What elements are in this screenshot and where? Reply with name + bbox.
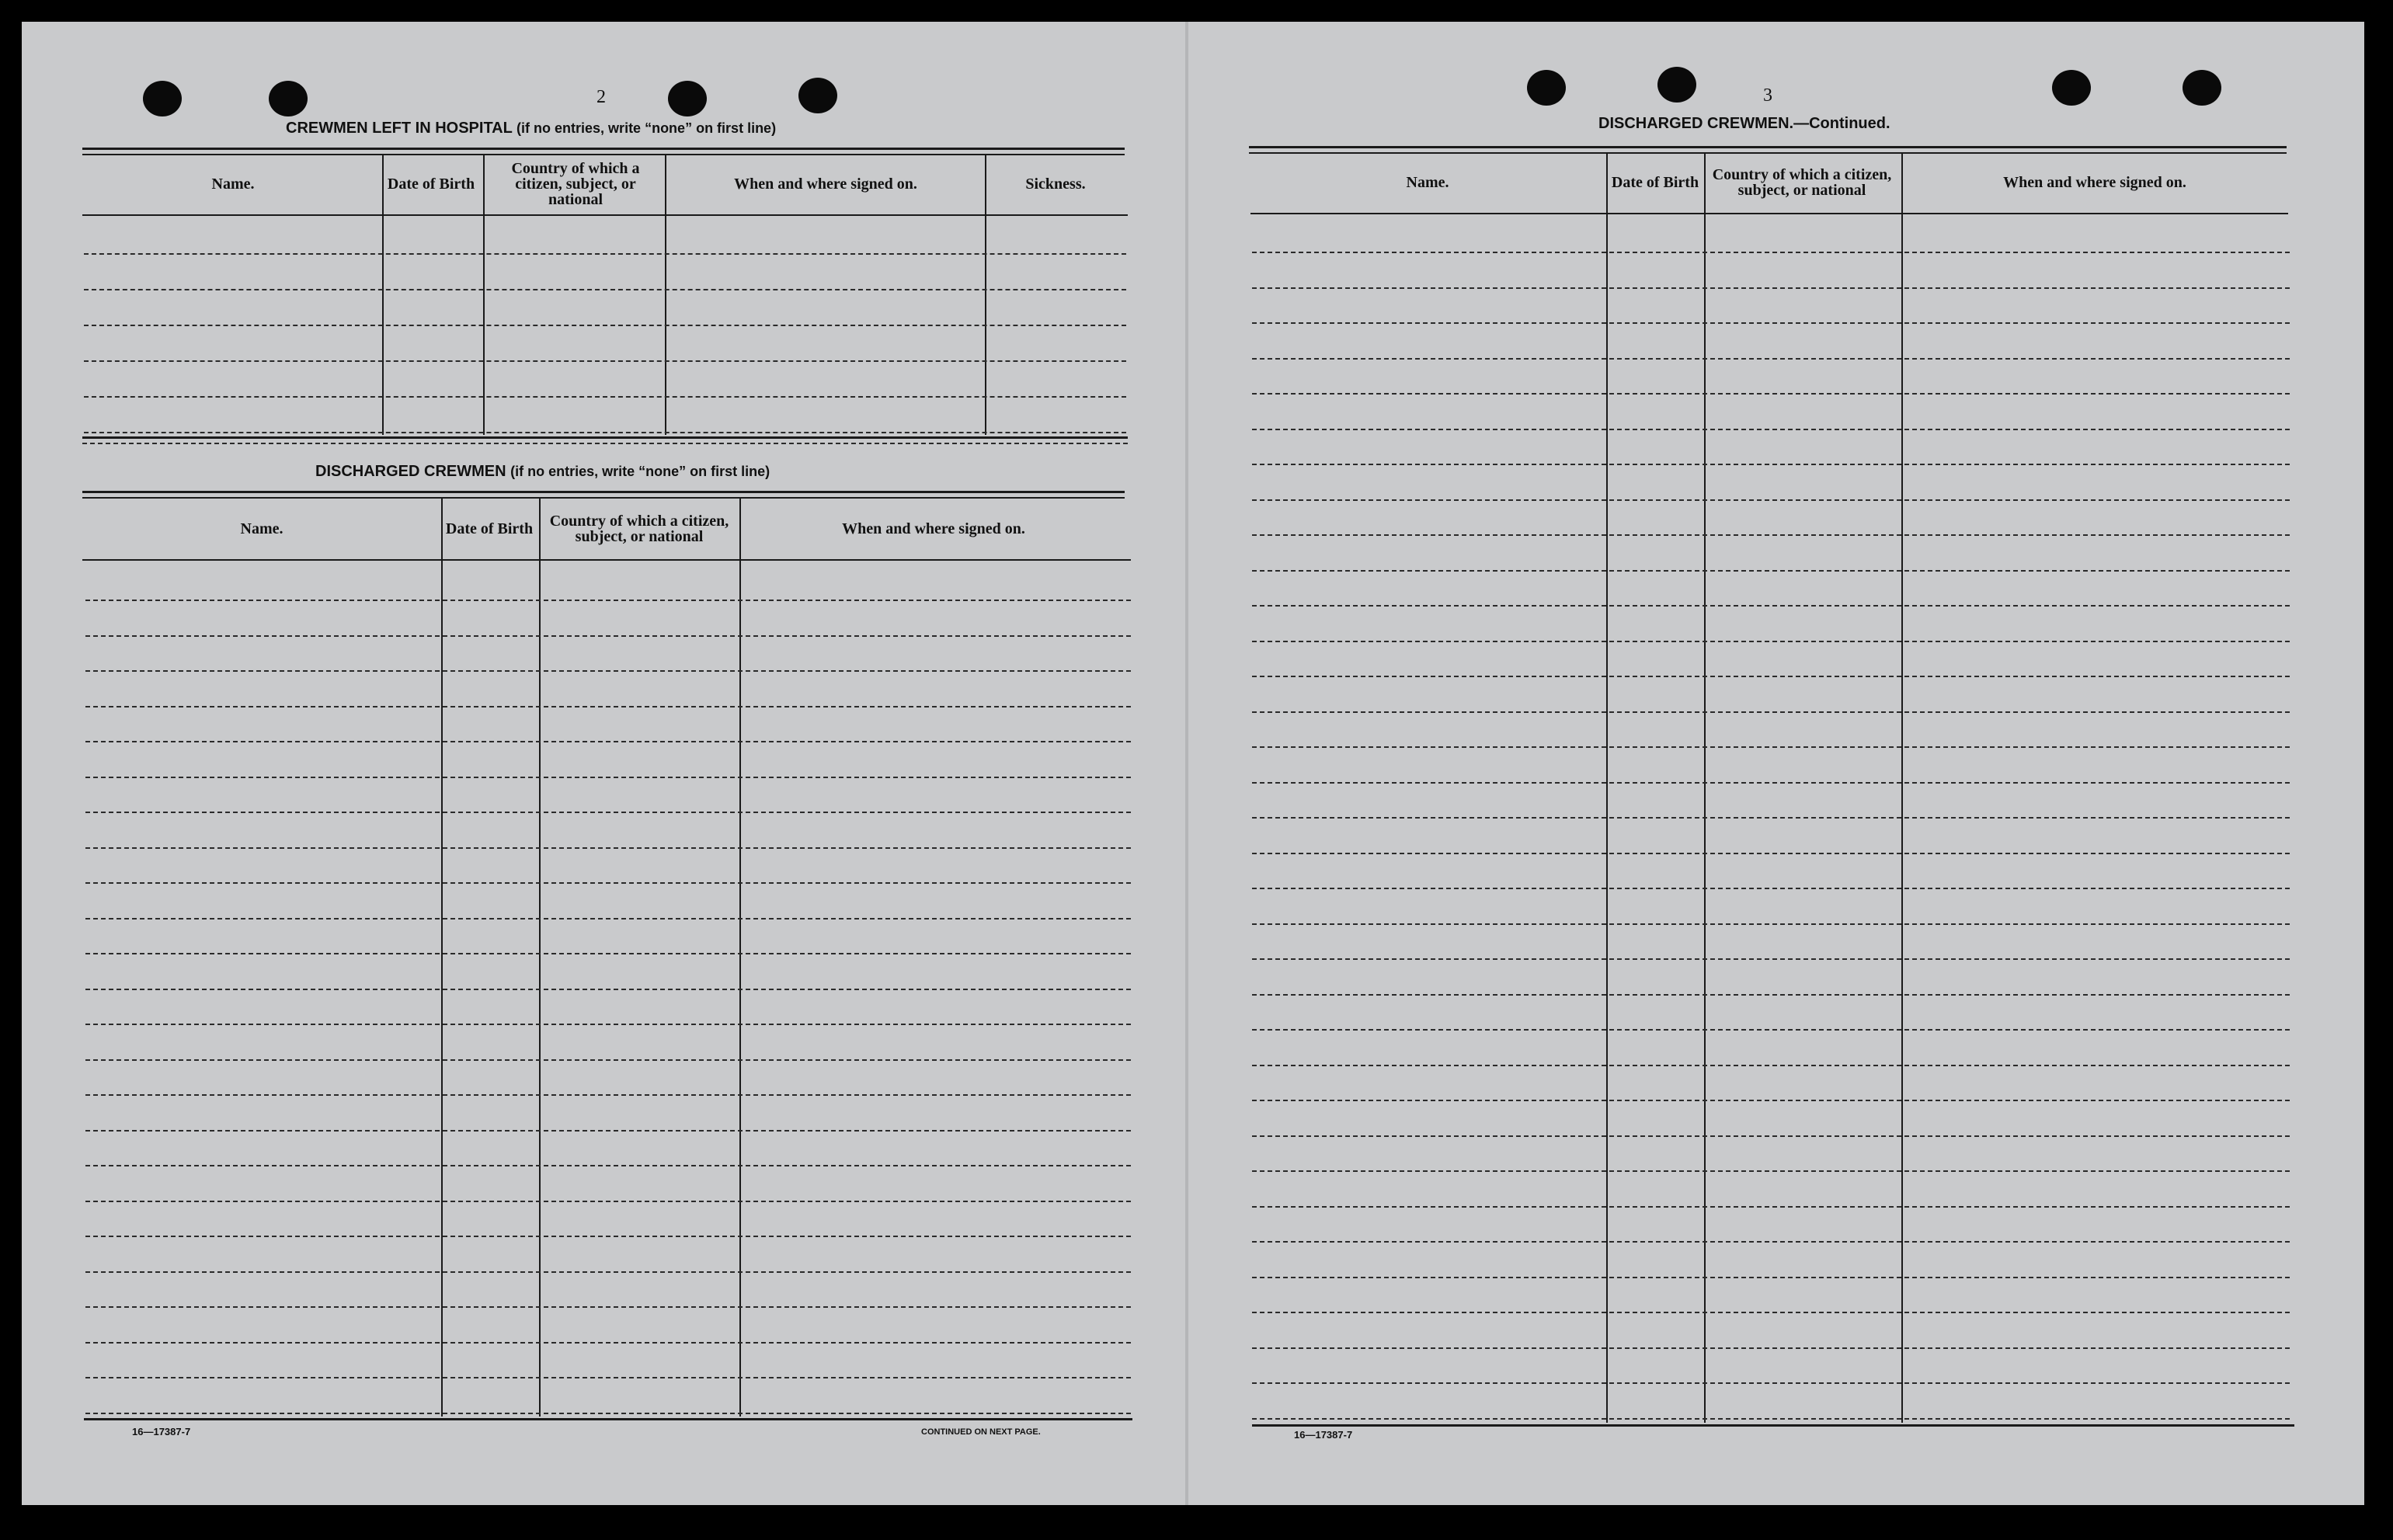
- punch-hole: [269, 81, 308, 116]
- continued-top-rule: [1249, 146, 2287, 148]
- punch-hole: [143, 81, 182, 116]
- ruled-line: [85, 777, 1131, 778]
- hospital-col-name: Name.: [211, 176, 255, 193]
- punch-hole: [1657, 67, 1696, 103]
- discharged-title-note: (if no entries, write “none” on first line): [510, 464, 770, 479]
- discharged-col-dob: Date of Birth: [445, 520, 534, 537]
- ruled-line: [1252, 1206, 2290, 1208]
- ruled-line: [85, 918, 1131, 919]
- ruled-line: [1252, 1312, 2290, 1313]
- ruled-line: [84, 325, 1126, 326]
- ruled-line: [1252, 287, 2290, 289]
- hospital-bottom-dash: [82, 443, 1128, 444]
- ruled-line: [85, 706, 1131, 707]
- ruled-line: [85, 953, 1131, 954]
- ruled-line: [85, 1342, 1131, 1344]
- ruled-line: [1252, 1241, 2290, 1243]
- ruled-line: [1252, 393, 2290, 395]
- ruled-line: [1252, 923, 2290, 925]
- continued-bottom-rule: [1252, 1424, 2294, 1427]
- ruled-line: [1252, 1100, 2290, 1101]
- hospital-divider: [985, 154, 986, 435]
- ruled-line: [85, 812, 1131, 813]
- discharged-header-rule: [82, 559, 1131, 561]
- ruled-line: [85, 1377, 1131, 1378]
- hospital-top-rule: [82, 148, 1125, 150]
- ruled-line: [1252, 464, 2290, 465]
- punch-hole: [798, 78, 837, 113]
- ruled-line: [84, 432, 1126, 433]
- ruled-line: [85, 1094, 1131, 1096]
- continued-header-rule: [1250, 213, 2288, 214]
- form-number-right: 16—17387-7: [1294, 1429, 1353, 1441]
- discharged-bottom-rule: [84, 1418, 1132, 1420]
- continued-note: CONTINUED ON NEXT PAGE.: [921, 1427, 1041, 1437]
- hospital-title-note: (if no entries, write “none” on first line): [517, 120, 777, 136]
- ruled-line: [1252, 1065, 2290, 1066]
- ruled-line: [85, 989, 1131, 990]
- form-number-left: 16—17387-7: [132, 1426, 191, 1437]
- ruled-line: [1252, 1277, 2290, 1278]
- ruled-line: [1252, 817, 2290, 819]
- ruled-line: [1252, 1029, 2290, 1031]
- ruled-line: [85, 741, 1131, 742]
- ruled-line: [1252, 888, 2290, 889]
- page-fold: [1185, 22, 1188, 1505]
- ruled-line: [1252, 746, 2290, 748]
- ruled-line: [1252, 676, 2290, 677]
- discharged-col-name: Name.: [240, 520, 283, 537]
- ruled-line: [85, 1271, 1131, 1273]
- ruled-line: [1252, 1347, 2290, 1349]
- hospital-divider: [665, 154, 666, 435]
- continued-divider: [1606, 152, 1608, 1423]
- ruled-line: [85, 1130, 1131, 1132]
- hospital-bottom-rule: [82, 436, 1128, 439]
- ruled-line: [85, 847, 1131, 849]
- discharged-top-rule: [82, 491, 1125, 493]
- ruled-line: [1252, 641, 2290, 642]
- continued-col-dob: Date of Birth: [1611, 174, 1699, 191]
- hospital-col-dob: Date of Birth: [387, 176, 475, 193]
- continued-divider: [1901, 152, 1903, 1423]
- continued-col-name: Name.: [1406, 174, 1449, 191]
- ruled-line: [1252, 1418, 2290, 1420]
- discharged-col-signed-on: When and where signed on.: [842, 520, 1025, 537]
- ruled-line: [1252, 1382, 2290, 1384]
- ruled-line: [1252, 499, 2290, 501]
- hospital-header-rule: [82, 214, 1128, 216]
- ruled-line: [84, 360, 1126, 362]
- continued-divider: [1704, 152, 1706, 1423]
- ruled-line: [1252, 782, 2290, 784]
- ruled-line: [85, 1165, 1131, 1166]
- page-number-left: 2: [597, 87, 606, 107]
- ruled-line: [85, 1236, 1131, 1237]
- ruled-line: [85, 1201, 1131, 1202]
- discharged-top-rule-2: [82, 497, 1125, 499]
- ruled-line: [1252, 994, 2290, 996]
- ruled-line: [1252, 958, 2290, 960]
- discharged-section-title: [315, 463, 770, 481]
- ruled-line: [85, 1413, 1131, 1414]
- ruled-line: [84, 396, 1126, 398]
- ruled-line: [1252, 1135, 2290, 1137]
- ruled-line: [85, 1306, 1131, 1308]
- ruled-line: [1252, 322, 2290, 324]
- punch-hole: [2183, 70, 2221, 106]
- punch-hole: [668, 81, 707, 116]
- ruled-line: [85, 1059, 1131, 1061]
- ruled-line: [1252, 252, 2290, 253]
- ruled-line: [1252, 853, 2290, 854]
- continued-section-title: DISCHARGED CREWMEN.—Continued.: [1598, 115, 1890, 132]
- ruled-line: [85, 670, 1131, 672]
- hospital-divider: [483, 154, 485, 435]
- discharged-title-text: DISCHARGED CREWMEN: [315, 463, 506, 480]
- ruled-line: [85, 635, 1131, 637]
- ruled-line: [84, 253, 1126, 255]
- ruled-line: [1252, 711, 2290, 713]
- hospital-title-text: CREWMEN LEFT IN HOSPITAL: [286, 120, 513, 137]
- hospital-section-title: [286, 120, 776, 137]
- discharged-col-country: Country of which a citizen, subject, or national: [549, 513, 729, 545]
- continued-col-signed-on: When and where signed on.: [2003, 174, 2186, 191]
- ruled-line: [85, 882, 1131, 884]
- hospital-col-signed-on: When and where signed on.: [734, 176, 917, 193]
- ruled-line: [85, 1024, 1131, 1025]
- ruled-line: [1252, 570, 2290, 572]
- hospital-col-sickness: Sickness.: [1025, 176, 1086, 193]
- ruled-line: [1252, 429, 2290, 430]
- left-page: [22, 22, 1187, 1505]
- ruled-line: [1252, 534, 2290, 536]
- page-number-right: 3: [1763, 85, 1772, 106]
- ruled-line: [1252, 1170, 2290, 1172]
- ruled-line: [1252, 605, 2290, 607]
- punch-hole: [1527, 70, 1566, 106]
- ruled-line: [84, 289, 1126, 290]
- right-page: [1187, 22, 2364, 1505]
- punch-hole: [2052, 70, 2091, 106]
- ruled-line: [1252, 358, 2290, 360]
- hospital-divider: [382, 154, 384, 435]
- continued-col-country: Country of which a citizen, subject, or national: [1712, 166, 1892, 199]
- hospital-col-country: Country of which a citizen, subject, or national: [511, 160, 640, 208]
- ruled-line: [85, 600, 1131, 601]
